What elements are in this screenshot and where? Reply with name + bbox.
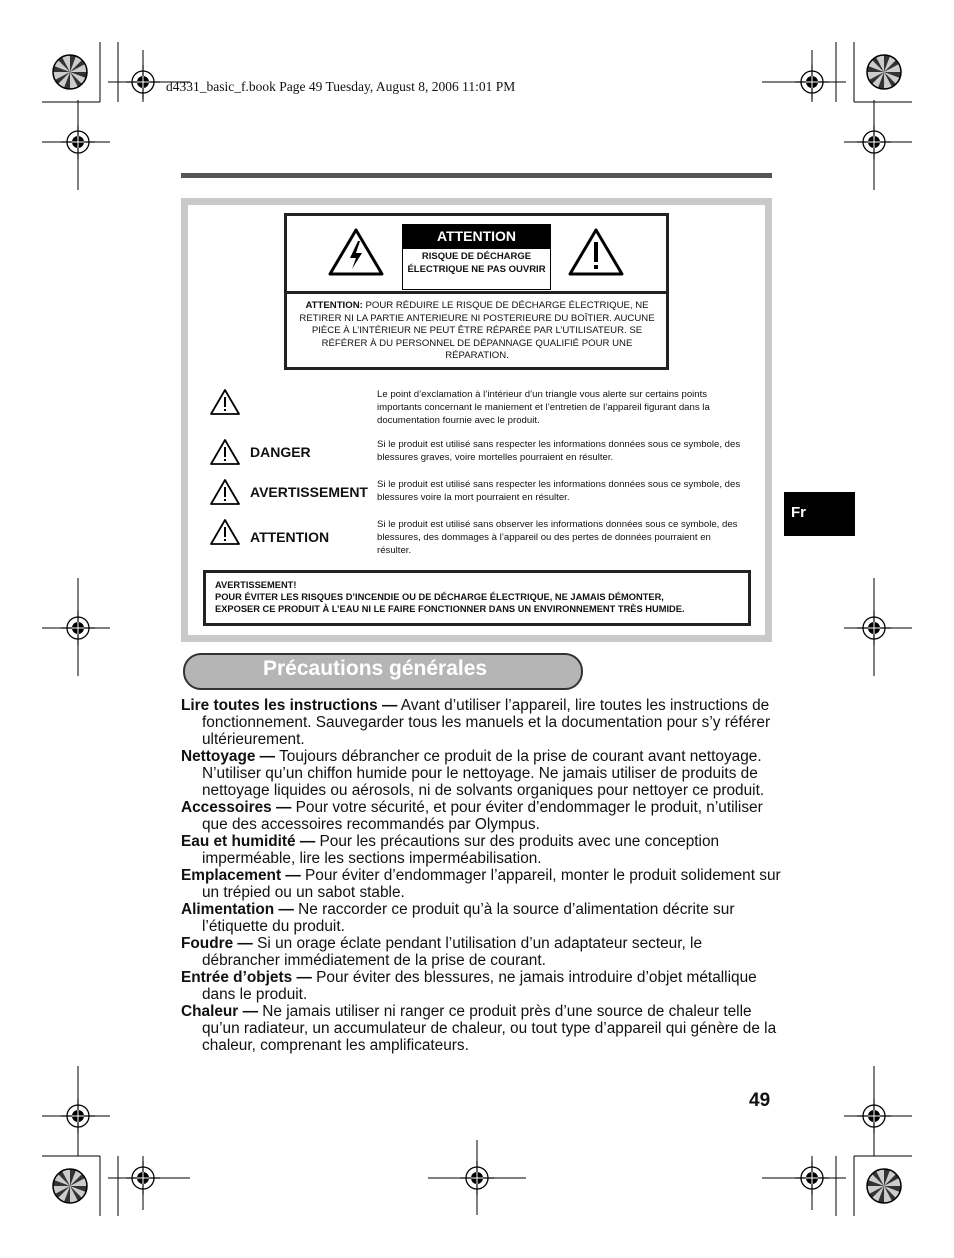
page-number: 49 xyxy=(749,1090,771,1111)
section-title: Précautions générales xyxy=(263,657,488,680)
precaution-item xyxy=(181,969,781,1003)
precaution-term: Entrée d’objets — xyxy=(181,969,312,986)
symbol-desc-danger: Si le produit est utilisé sans respecter les informations données sous ce symbole, des blessures graves, voire mortelles pourraient en résulter. xyxy=(377,439,741,463)
precaution-item xyxy=(181,697,781,748)
precautions-list xyxy=(181,697,781,1054)
exclamation-triangle-icon xyxy=(567,227,625,277)
shock-attention-subtitle: RISQUE DE DÉCHARGE ÉLECTRIQUE NE PAS OUVRIR xyxy=(402,248,551,290)
symbol-label-danger: DANGER xyxy=(250,444,311,460)
fire-warning-line1: POUR ÉVITER LES RISQUES D’INCENDIE OU DE DÉCHARGE ÉLECTRIQUE, NE JAMAIS DÉMONTER, xyxy=(215,591,664,602)
shock-warning-text xyxy=(292,300,662,363)
fire-warning-box xyxy=(203,570,751,626)
precaution-text: Ne raccorder ce produit qu’à la source d’alimentation décrite sur l’étiquette du produit. xyxy=(202,901,735,935)
symbol-desc-avertissement: Si le produit est utilisé sans respecter les informations données sous ce symbole, des blessures voire la mort pourraient en résulter. xyxy=(377,479,741,503)
precaution-item xyxy=(181,1003,781,1054)
exclamation-triangle-icon xyxy=(209,388,241,416)
precaution-text: Ne jamais utiliser ni ranger ce produit près d’une source de chaleur telle qu’un radiateur, un accumulateur de chaleur, ou tout type d’appareil qui génère de la chaleur, comprenant les amplificateurs. xyxy=(202,1003,777,1054)
precaution-item xyxy=(181,833,781,867)
symbol-label-attention: ATTENTION xyxy=(250,529,330,545)
precaution-term: Lire toutes les instructions — xyxy=(181,697,398,714)
symbol-desc-exclamation: Le point d’exclamation à l’intérieur d’un triangle vous alerte sur certains points importants concernant le maniement et l’entretien de l’appareil figurant dans la documentation fournie avec le produit. xyxy=(377,389,710,426)
precaution-term: Eau et humidité — xyxy=(181,833,316,850)
precaution-item xyxy=(181,799,781,833)
precaution-text: Avant d’utiliser l’appareil, lire toutes les instructions de fonctionnement. Sauvegarder tous les manuels et la documentation pour s’y référer ultérieurement. xyxy=(202,697,771,748)
precaution-term: Accessoires — xyxy=(181,799,292,816)
fire-warning-title: AVERTISSEMENT! xyxy=(215,580,297,590)
precaution-text: Pour les précautions sur des produits avec une conception imperméable, lire les sections imperméabilisation. xyxy=(202,833,720,867)
shock-warning-body: POUR RÉDUIRE LE RISQUE DE DÉCHARGE ÉLECTRIQUE, NE RETIRER NI LA PARTIE ANTERIEURE NI POSTERIEURE DU BOÎTIER. AUCUNE PIÈCE À L’INTÉRIEUR NE PEUT ÊTRE RÉPARÉE PAR L’UTILISATEUR. SE RÉFÉRER À DU PERSONNEL DE DÉPANNAGE QUALIFIÉ POUR UNE RÉPARATION. xyxy=(299,300,655,361)
book-info-header: d4331_basic_f.book Page 49 Tuesday, August 8, 2006 11:01 PM xyxy=(166,79,516,94)
precaution-text: Si un orage éclate pendant l’utilisation d’un adaptateur secteur, le débrancher immédiatement de la prise de courant. xyxy=(202,935,703,969)
exclamation-triangle-icon xyxy=(209,478,241,506)
precaution-text: Pour éviter des blessures, ne jamais introduire d’objet métallique dans le produit. xyxy=(202,969,757,1003)
precaution-term: Alimentation — xyxy=(181,901,294,918)
shock-attention-title: ATTENTION xyxy=(402,224,551,248)
top-rule xyxy=(181,173,772,178)
precaution-item xyxy=(181,867,781,901)
precaution-text: Toujours débrancher ce produit de la prise de courant avant nettoyage. N’utiliser qu’un chiffon humide pour le nettoyage. Ne jamais utiliser de produits de nettoyage liquides ou aérosols, ni de solvants organiques pour nettoyer ce produit. xyxy=(202,748,765,799)
precaution-item xyxy=(181,935,781,969)
lightning-triangle-icon xyxy=(327,227,385,277)
language-tab: Fr xyxy=(784,492,855,536)
symbol-desc-attention: Si le produit est utilisé sans observer les informations données sous ce symbole, des blessures, des dommages à l’appareil ou des pertes de données pourraient en résulter. xyxy=(377,519,738,556)
symbol-label-avertissement: AVERTISSEMENT xyxy=(250,484,368,500)
precaution-term: Chaleur — xyxy=(181,1003,258,1020)
precaution-term: Foudre — xyxy=(181,935,253,952)
exclamation-triangle-icon xyxy=(209,438,241,466)
precaution-item xyxy=(181,901,781,935)
precaution-item xyxy=(181,748,781,799)
precaution-text: Pour votre sécurité, et pour éviter d’endommager le produit, n’utiliser que des accessoires recommandés par Olympus. xyxy=(202,799,763,833)
shock-warning-bold: ATTENTION: xyxy=(305,300,363,311)
fire-warning-line2: EXPOSER CE PRODUIT À L’EAU NI LE FAIRE FONCTIONNER DANS UN ENVIRONNEMENT TRÈS HUMIDE. xyxy=(215,603,685,614)
precaution-term: Emplacement — xyxy=(181,867,301,884)
precaution-term: Nettoyage — xyxy=(181,748,276,765)
exclamation-triangle-icon xyxy=(209,518,241,546)
precaution-text: Pour éviter d’endommager l’appareil, monter le produit solidement sur un trépied ou un sabot stable. xyxy=(202,867,781,901)
